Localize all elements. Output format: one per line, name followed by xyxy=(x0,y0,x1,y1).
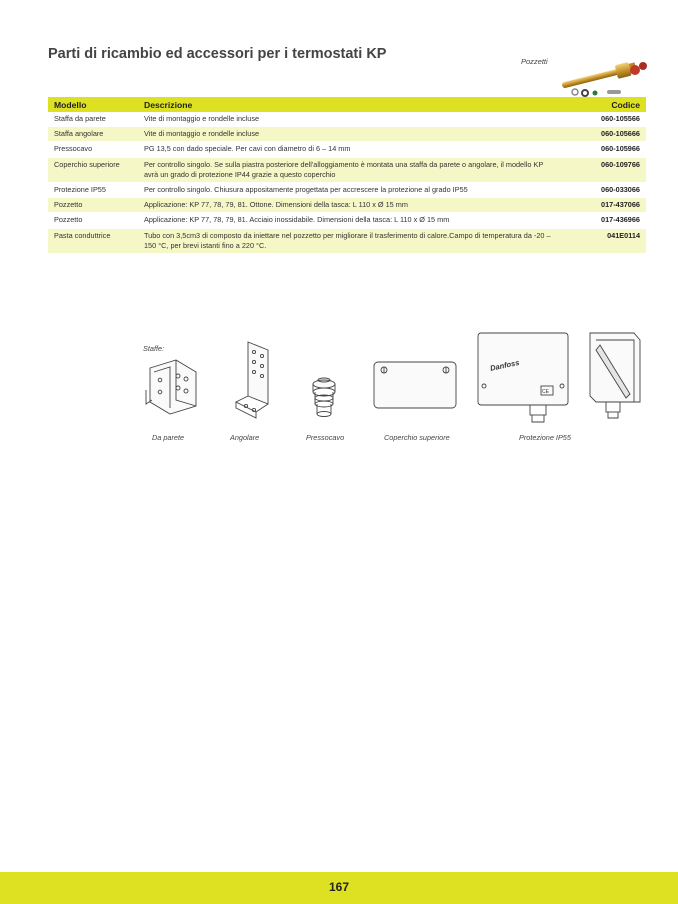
ip55-enclosure-front-drawing xyxy=(478,333,568,422)
staffe-label: Staffe: xyxy=(143,344,165,353)
row-code: 060-105566 xyxy=(558,112,646,127)
page-title: Parti di ricambio ed accessori per i termostati KP xyxy=(48,46,387,62)
caption-angle-bracket: Angolare xyxy=(230,433,260,442)
row-code: 017-437066 xyxy=(558,198,646,213)
row-description: Per controllo singolo. Chiusura appositamente progettata per accrescere la protezione al grado IP55 xyxy=(138,183,558,198)
row-code: 060-033066 xyxy=(558,183,646,198)
ce-mark: CE xyxy=(542,389,549,395)
wall-bracket-drawing xyxy=(146,360,196,414)
cable-gland-drawing xyxy=(313,378,335,417)
header-code: Codice xyxy=(558,97,646,112)
top-cover-drawing xyxy=(374,362,456,408)
row-model: Coperchio superiore xyxy=(48,157,138,182)
row-description: Tubo con 3,5cm3 di composto da iniettare nel pozzetto per migliorare il trasferimento di calore.Campo di temperatura da -20 – 150 °C, per brevi istanti fino a 220 °C. xyxy=(138,228,558,253)
row-model: Staffa da parete xyxy=(48,112,138,127)
row-model: Protezione IP55 xyxy=(48,183,138,198)
row-code: 041E0114 xyxy=(558,228,646,253)
photo-caption: Pozzetti xyxy=(521,57,548,66)
row-description: PG 13,5 con dado speciale. Per cavi con diametro di 6 – 14 mm xyxy=(138,142,558,157)
row-description: Applicazione: KP 77, 78, 79, 81. Ottone. Dimensioni della tasca: L 110 x Ø 15 mm xyxy=(138,198,558,213)
row-model: Pressocavo xyxy=(48,142,138,157)
caption-top-cover: Coperchio superiore xyxy=(384,433,450,442)
caption-ip55: Protezione IP55 xyxy=(519,433,571,442)
ip55-enclosure-side-drawing xyxy=(590,333,640,418)
row-model: Pasta conduttrice xyxy=(48,228,138,253)
row-model: Pozzetto xyxy=(48,213,138,228)
row-code: 017-436966 xyxy=(558,213,646,228)
page-number: 167 xyxy=(328,880,350,894)
caption-cable-gland: Pressocavo xyxy=(306,433,345,442)
header-description: Descrizione xyxy=(138,97,558,112)
header-model: Modello xyxy=(48,97,138,112)
row-description: Per controllo singolo. Se sulla piastra posteriore dell'alloggiamento è montata una staffa da parete o angolare, il modello KP avrà un grado di protezione IP44 grazie a questo coperchio xyxy=(138,157,558,182)
row-code: 060-105666 xyxy=(558,127,646,142)
row-code: 060-109766 xyxy=(558,157,646,182)
row-code: 060-105966 xyxy=(558,142,646,157)
row-model: Pozzetto xyxy=(48,198,138,213)
row-description: Vite di montaggio e rondelle incluse xyxy=(138,112,558,127)
row-model: Staffa angolare xyxy=(48,127,138,142)
angle-bracket-drawing xyxy=(236,342,268,418)
danfoss-logo-text: Danfoss xyxy=(489,357,521,373)
caption-wall-bracket: Da parete xyxy=(152,433,185,442)
row-description: Vite di montaggio e rondelle incluse xyxy=(138,127,558,142)
row-description: Applicazione: KP 77, 78, 79, 81. Acciaio inossidabile. Dimensioni della tasca: L 110 x Ø 15 mm xyxy=(138,213,558,228)
